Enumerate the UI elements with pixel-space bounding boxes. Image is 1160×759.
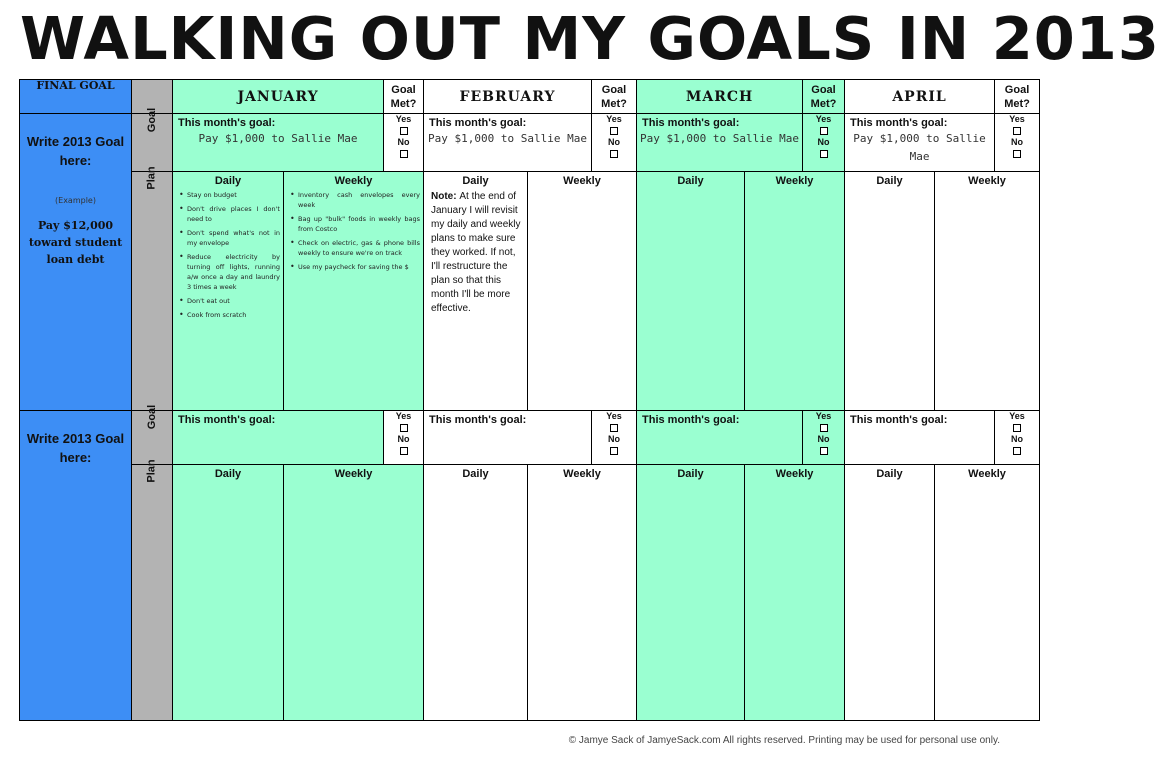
month-goal-april[interactable] [845,114,995,172]
march-daily-cell[interactable] [637,172,745,411]
plan-label: Plan [145,166,158,190]
goal-label: Goal [145,107,158,133]
final-goal-cell-1[interactable] [20,114,132,411]
daily-header: Daily [876,468,903,480]
february-daily-cell[interactable] [424,172,528,411]
goal-met-checkboxes-april [995,411,1040,465]
no-checkbox[interactable] [1013,150,1021,158]
month-goal-label: This month's goal: [178,414,276,426]
january-daily-list [173,190,283,320]
yes-label: Yes [1009,411,1025,421]
goal-met-header: Goal Met? [803,80,845,114]
plan-row-label [132,166,173,411]
month-goal-value: Pay $1,000 to Sallie Mae [853,132,986,163]
no-label: No [608,137,621,147]
example-label: (Example) [55,196,96,205]
month-goal-label: This month's goal: [429,117,527,129]
february-note [424,187,527,316]
february-daily-cell[interactable] [424,465,528,721]
goal-met-checkboxes-january [384,114,424,172]
january-daily-cell[interactable] [173,172,284,411]
yes-label: Yes [606,411,622,421]
no-checkbox[interactable] [1013,447,1021,455]
goal-label: Goal [145,404,158,430]
no-checkbox[interactable] [820,150,828,158]
weekly-header: Weekly [968,468,1006,480]
weekly-header: Weekly [775,468,814,480]
month-header-february: FEBRUARY [424,80,592,114]
month-goal-february[interactable] [424,114,592,172]
month-goal-label: This month's goal: [850,117,948,129]
plan-row-label [132,459,173,721]
section1-plan-row [20,172,1040,411]
april-weekly-cell[interactable] [935,465,1040,721]
weekly-header: Weekly [775,175,814,187]
month-goal-label: This month's goal: [850,414,948,426]
list-item: • Inventory cash envelopes every week [290,190,420,210]
february-weekly-cell[interactable] [528,465,637,721]
daily-header: Daily [214,468,242,480]
header-row [20,80,1040,114]
goal-met-checkboxes-april [995,114,1040,172]
goal-met-checkboxes-march [803,114,845,172]
month-goal-march[interactable] [637,114,803,172]
no-label: No [817,137,830,147]
goal-met-checkboxes-february [592,411,637,465]
yes-label: Yes [815,114,832,124]
yes-label: Yes [395,411,412,421]
goal-met-header: Goal Met? [592,80,637,114]
list-item: • Bag up "bulk" foods in weekly bags from Costco [290,214,420,234]
list-item: • Don't drive places I don't need to [179,204,280,224]
yes-checkbox[interactable] [1013,424,1021,432]
january-daily-cell[interactable] [173,465,284,721]
yes-label: Yes [606,114,622,124]
month-header-march: MARCH [637,80,803,114]
yes-checkbox[interactable] [1013,127,1021,135]
list-item: • Cook from scratch [179,310,280,320]
goal-row-label [132,107,173,172]
yes-checkbox[interactable] [400,127,408,135]
april-weekly-cell[interactable] [935,172,1040,411]
january-weekly-cell[interactable] [284,465,424,721]
note-text: At the end of January I will revisit my daily and weekly plans to make sure they worked. If not, I'll restructure the plan so that this month I'll be more effective. [431,191,521,314]
daily-header: Daily [462,468,489,480]
no-checkbox[interactable] [400,150,408,158]
daily-header: Daily [677,175,704,187]
list-item: • Stay on budget [179,190,280,200]
month-goal-label: This month's goal: [642,414,740,426]
section2-goal-row [20,411,1040,465]
write-goal-label: Write 2013 Goal here: [26,431,125,465]
yes-checkbox[interactable] [400,424,408,432]
daily-header: Daily [876,175,903,187]
daily-header: Daily [677,468,704,480]
goal-met-checkboxes-february [592,114,637,172]
weekly-header: Weekly [334,468,373,480]
no-label: No [817,434,830,444]
march-weekly-cell[interactable] [745,465,845,721]
yes-label: Yes [815,411,832,421]
month-goal-april[interactable] [845,411,995,465]
month-goal-label: This month's goal: [642,117,740,129]
section1-goal-row [20,114,1040,172]
no-label: No [608,434,621,444]
copyright-footer: © Jamye Sack of JamyeSack.com All rights reserved. Printing may be used for personal use only. [568,735,1000,746]
month-header-april: APRIL [845,80,995,114]
yes-checkbox[interactable] [610,424,618,432]
goal-met-header: Goal Met? [384,80,424,114]
list-item: • Check on electric, gas & phone bills weekly to ensure we're on track [290,238,420,258]
yes-label: Yes [1009,114,1025,124]
daily-header: Daily [214,175,242,187]
page-title: WALKING OUT MY GOALS IN 2013 [20,4,1160,73]
month-goal-label: This month's goal: [429,414,527,426]
month-goal-february[interactable] [424,411,592,465]
section2-plan-row [20,465,1040,721]
month-goal-january[interactable] [173,411,384,465]
plan-label: Plan [145,459,158,483]
yes-label: Yes [395,114,412,124]
weekly-header: Weekly [968,175,1006,187]
daily-header: Daily [462,175,489,187]
no-checkbox[interactable] [610,447,618,455]
yes-checkbox[interactable] [820,424,828,432]
january-weekly-list [284,190,423,272]
weekly-header: Weekly [334,175,373,187]
example-goal-text: Pay $12,000 toward student loan debt [28,219,123,266]
weekly-header: Weekly [563,468,601,480]
goal-row-label [132,404,173,465]
goal-met-header: Goal Met? [995,80,1040,114]
goal-met-checkboxes-march [803,411,845,465]
yes-checkbox[interactable] [610,127,618,135]
month-goal-label: This month's goal: [178,117,276,129]
month-header-january: JANUARY [173,80,384,114]
no-label: No [1011,434,1024,444]
month-goal-value: Pay $1,000 to Sallie Mae [198,132,358,145]
march-daily-cell[interactable] [637,465,745,721]
month-goal-march[interactable] [637,411,803,465]
no-label: No [1011,137,1024,147]
goal-met-checkboxes-january [384,411,424,465]
note-label: Note: [431,191,457,202]
list-item: • Don't eat out [179,296,280,306]
final-goal-header: FINAL GOAL [20,80,132,114]
april-daily-cell[interactable] [845,465,935,721]
write-goal-label: Write 2013 Goal here: [26,134,125,168]
yes-checkbox[interactable] [820,127,828,135]
list-item: • Don't spend what's not in my envelope [179,228,280,248]
month-goal-january[interactable] [173,114,384,172]
no-label: No [397,137,410,147]
final-goal-cell-2[interactable] [20,411,132,721]
month-goal-value: Pay $1,000 to Sallie Mae [640,132,799,145]
january-weekly-cell[interactable] [284,172,424,411]
list-item: • Use my paycheck for saving the $ [290,262,420,272]
february-weekly-cell[interactable] [528,172,637,411]
no-checkbox[interactable] [400,447,408,455]
no-checkbox[interactable] [610,150,618,158]
no-label: No [397,434,410,444]
weekly-header: Weekly [563,175,601,187]
april-daily-cell[interactable] [845,172,935,411]
month-goal-value: Pay $1,000 to Sallie Mae [428,132,587,145]
goals-table [19,79,1040,721]
march-weekly-cell[interactable] [745,172,845,411]
no-checkbox[interactable] [820,447,828,455]
list-item: • Reduce electricity by turning off lights, running a/w once a day and laundry 3 times a week [179,252,280,292]
